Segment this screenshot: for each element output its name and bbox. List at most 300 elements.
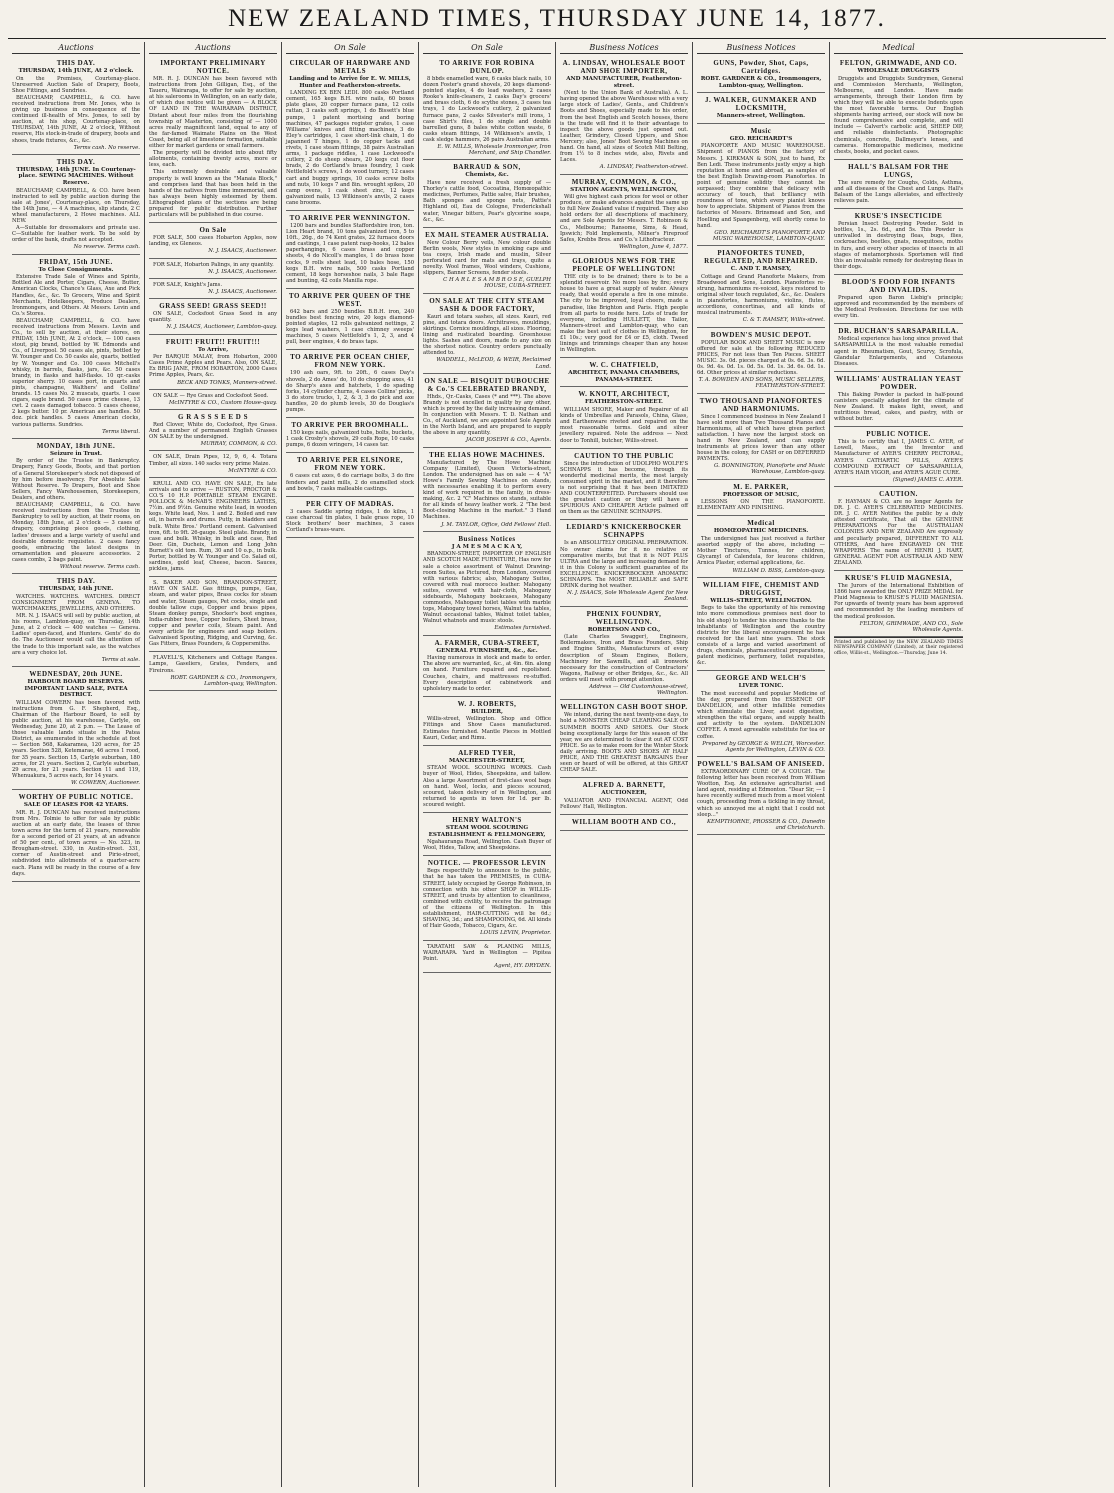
ad-body (423, 716, 551, 740)
ad-title: MONDAY, 18th JUNE. (36, 441, 116, 450)
ad-subtitle: Seizure in Trust. (49, 450, 102, 457)
ad-signature: LOUIS LEVIN, Proprietor. (480, 930, 551, 937)
ad-paragraph: The property will be divided into about fifty allotments, containing twenty acres, more or less, each. (149, 150, 277, 169)
ad-title: W. KNOTT, ARCHITECT, (578, 390, 670, 399)
advertisement (286, 211, 414, 289)
ad-signature: Prepared by GEORGE & WELCH, Worcester. Agents for Wellington, LEVIN & CO. (702, 740, 825, 753)
ad-paragraph: 8 bbds enamelled ware, 6 casks black nails, 10 dozen Foster's grand shovels, 20 kegs diamond-pointed staples, 4 do lead washers, 2 cases Rooke's knife-cleaners, 2 casks Day's grocers' and brass cloth, 6 do scythe stones, 3 cases tea trays, 1 do Lockwood's cutlery, 2 galvanized furnace pans, 2 casks Silvester's mill irons, 1 case Shirt's files, 1 do single and double barrelled guns, 8 bales white cotton waste, 6 casks steam fittings, 14 Wilkinson's anvils, 1 cask sledge hammers, 26 pairs Australian arms. (423, 76, 551, 143)
advertisement (697, 93, 825, 124)
ad-signature: WILLIAM D. BISS, Lambton-quay. (732, 567, 825, 574)
ad-title: GLORIOUS NEWS FOR THE PEOPLE OF WELLINGTON! (572, 257, 676, 274)
ad-paragraph: Since the introduction of UDOLPHO WOLFE'S SCHNAPPS it has become, through its wonderful medicinal merits, the most largely consumed spirit in the market, and it therefore is not surprising that it has been IMITATED AND COUNTERFEITED. Purchasers should use the greatest caution or they will have a SPURIOUS AND CHEAPER Article palmed off on them as the GENUINE SCHNAPPS. (560, 460, 688, 516)
ad-title: GEORGE AND WELCH'S (715, 674, 807, 683)
ad-signature: C. & T. RAMSEY, Willis-street. (742, 317, 825, 324)
ad-paragraph: Having numerous in stock and made to order. The above are warranted, &c., at 4in. 6in. along on hand. Furniture repaired and repolished. Couches, chairs, and mattresses re-stuffed. Every description of cabinetwork and upholstery made to order. (423, 655, 551, 692)
ad-title: TO ARRIVE PER ELSINORE, FROM NEW YORK. (297, 456, 403, 473)
ad-body (834, 583, 963, 620)
ad-body (560, 634, 688, 683)
ad-paragraph: ON SALE, Drain Pipes, 12, 9, 6, 4. Totara Timber, all sizes. 140 sacks very prime Maize. (149, 454, 277, 467)
advertisement (12, 667, 140, 790)
ad-body (423, 394, 551, 437)
advertisement (834, 160, 963, 209)
ad-signature: Agent, HY. DRYDEN. (494, 962, 551, 969)
advertisement (423, 697, 551, 746)
advertisement (423, 532, 551, 636)
ad-subtitle: STATION AGENTS, WELLINGTON, (570, 186, 678, 193)
ad-signature: MURRAY, COMMON, & CO. (200, 441, 277, 448)
ad-subtitle: ROBT. GARDNER & CO., Ironmongers, Lambton-quay, Wellington. (700, 76, 822, 89)
ad-title: IMPORTANT PRELIMINARY NOTICE. (160, 59, 266, 75)
column-6 (693, 42, 830, 1487)
ad-paragraph: ON SALE — Rye Grass and Cocksfoot Seed. (153, 392, 269, 399)
ad-signature: Without reserve. Terms cash. (59, 563, 140, 570)
ad-paragraph: Is an ABSOLUTELY ORIGINAL PREPARATION. No owner claims for it no relative or comparative merits, but that it is NOT PLUS ULTRA and the large and increasing demand for it in this Colony is sufficient guarantee of its EXCELLENCE. KNICKERBOCKER AROMATIC SCHNAPPS. The MOST RELIABLE and SAFE DRINK during hot weather. (560, 540, 688, 590)
ad-signature: Estimates furnished. (494, 625, 551, 632)
advertisement (12, 56, 140, 155)
ad-paragraph: Prepared upon Baron Liebig's principle; approved and recommended by the members of the Medical Profession. Directions for use with every tin. (834, 294, 963, 320)
ad-title: THE ELIAS HOWE MACHINES. (429, 450, 545, 459)
ad-paragraph: The sure remedy for Coughs, Colds, Asthma, and all diseases of the Chest and Lungs. Hall's Balsam of the Lungs alleviates, and effectively relieves pain. (834, 179, 963, 205)
ad-subtitle: BUILDER, (471, 708, 503, 715)
ad-title: BLOOD'S FOOD FOR INFANTS AND INVALIDS. (841, 277, 956, 294)
advertisement (423, 374, 551, 448)
ad-body (149, 76, 277, 218)
ad-title: TO ARRIVE PER BROOMHALL. (291, 421, 409, 430)
ad-paragraph: Druggists and Druggists Sundrymen, General and Commission Merchants, Wellington, Melbourne, and London. Have made arrangements, through their London firm by which they will be able to execute Indents upon the most favorable terms. Our English shipments having arrived, our stock will now be found comprehensive and complete, and will include — Calvert's carbolic acid, SHEEP DIP, and reliable disinfectants. Photographic chemicals, concrete, Dallmeyer's lenses, and cameras. Homœopathic medicines, medicine chests, books, and pocket cases. (834, 75, 963, 155)
advertisement (560, 778, 688, 815)
ad-title: THIS DAY. (56, 577, 96, 586)
column-heading: Business Notices (560, 42, 688, 54)
column-heading: Auctions (12, 42, 140, 54)
column-heading: Auctions (149, 42, 277, 54)
ad-signature: No reserve. Terms cash. (73, 244, 140, 251)
ad-signature: Terms cash. No reserve. (73, 144, 140, 151)
ad-body (286, 370, 414, 413)
ad-title: Medical (747, 519, 775, 528)
advertisement (423, 160, 551, 227)
advertisement (149, 223, 277, 258)
ad-subtitle: GEO. REICHARDT'S (729, 135, 793, 142)
ad-signature: Terms liberal. (102, 428, 140, 435)
advertisement (560, 387, 688, 448)
ad-paragraph: WILLIAM COWERN has been favored with instructions from G. F. Shepherd, Esq., Chairman of the Harbour Board, to sell by public auction, at his warehouse, Carlyle, on Wednesday, June 20, at 2 p.m. — The Lease of those valuable lands situate in the Patea District, as enumerated in the schedule at foot — Section 568, Kakaramea, 120 acres, for 25 years. Section 528, Ketemarae, 46 acres 1 rood, for 35 years. Section 15, Carlyle suburban, 180 acres, for 21 years. Section 2, Carlyle suburban, 29 acres, for 21 years. Section 11 and 119, Whenuakura, 5 acres each, for 14 years. (12, 699, 140, 779)
advertisement (149, 335, 277, 390)
ad-paragraph: MR. N. J. ISAACS will sell by public auction, at his rooms, Lambton-quay, on Thursday, 14th June, at 2 o'clock — 400 watches — Geneva. Ladies' open-faced, and Hunters. Gents' do do do. The Auctioneer would call the attention of the trade to this important sale, as the watches are a very choice lot. (12, 613, 140, 656)
ad-body (560, 712, 688, 773)
ad-paragraph: Cottage and Grand Pianoforte Makers, from Broadwood and Sons, London. Pianofortes re-strung, harmoniums re-voiced, keys restored to original silver touch regulated, &c., &c. Dealers in pianofortes, harmoniums, violins, flutes, accordions, concertinas, and all kinds of musical instruments. (697, 273, 825, 317)
ad-paragraph: (Late Charles Swagger), Engineers, Boilermakers, Iron and Brass Founders, Ship and Engine Smiths, Manufacturers of every description of Steam Engines, Boilers, Machinery for Sawmills, and all ironwork necessary for the construction of Contractors' Wagons, Railway or other Bridges, &c., &c. All orders will meet with prompt attention. (560, 634, 688, 683)
ad-body (286, 223, 414, 284)
ad-body (834, 392, 963, 422)
ad-signature: WADDELL, McLEOD, & WEIR, Reclaimed Land. (436, 357, 551, 370)
ad-paragraph: By order of the Trustee in Bankruptcy. Drapery, Fancy Goods, Boots, and that portion of a General Storekeeper's stock not disposed of by him before insolvency. For Absolute Sale Without Reserve. To Drapers, Boot and Shoe Sellers, Fancy Warehousemen, Storekeepers, Dealers, and others. (12, 458, 140, 501)
advertisement (149, 652, 277, 691)
ad-title: J. WALKER, GUNMAKER AND LOCKSMITH, (705, 96, 817, 113)
ad-subtitle: To Close Consignments. (38, 266, 114, 273)
ad-title: W. C. CHATFIELD, (589, 361, 659, 370)
ad-paragraph: THE city is to be drained; there is to be a splendid reservoir. No more loss by fire; every house to have a great supply of water. Always ready, that would operate a fire in one minute. The city to be improved, loyal cheers, made a paradise, like Brighton and Paris. High people from all parts to reside here. Lots of trade for everyone, including HULLETT, the Tailor, Manners-street and Lambton-quay, who can make the best suit of clothes in Wellington, for £1 10s.; very good for £4 or £5, cloth. Tweed linings and trimmings cheaper than any house in Wellington. (560, 274, 688, 354)
advertisement (560, 449, 688, 521)
ad-signature: ROBT. GARDNER & CO., Ironmongers, Lambton-quay, Wellington. (170, 674, 277, 687)
ad-subtitle: THURSDAY, 14th JUNE, At 2 o'clock. (18, 68, 134, 74)
ad-paragraph: Willis-street, Wellington. Shop and Office Fittings and Show Cases manufactured. Estimates furnished. Mantle Pieces in Mottled Kauri, Cedar, and Rimu. (423, 716, 551, 741)
ad-body (423, 868, 551, 929)
ad-title: WILLIAM BOOTH AND CO., (571, 818, 677, 827)
advertisement (286, 418, 414, 453)
advertisement (423, 294, 551, 374)
ad-paragraph: LESSONS ON THE PIANOFORTE. ELEMENTARY AND FINISHING. (697, 499, 825, 512)
ad-paragraph: On the Premises, Courtenay-place. Unreserved Auction Sale of Drapery, Boots, Shoe Fittings, and Sundries. (12, 75, 140, 94)
ad-title: THIS DAY. (56, 157, 96, 166)
ad-title: FELTON, GRIMWADE, AND CO. (839, 59, 958, 67)
ad-body (697, 605, 825, 666)
ad-body (149, 481, 277, 572)
ad-signature: JACOB JOSEPH & CO., Agents. (465, 437, 551, 444)
ad-body (286, 90, 414, 206)
ad-title: PHŒNIX FOUNDRY, WELLINGTON. (586, 609, 662, 626)
column-heading: Business Notices (697, 42, 825, 54)
ad-body (423, 240, 551, 277)
ad-paragraph: POPULAR BOOK AND SHEET MUSIC is now offered for sale at the following REDUCED PRICES, For not less than Ten Pieces. SHEET MUSIC. 3s. 0d. pieces charged at 0s. 6d. 3s. 6d. 0s. 9d. 4s. 0d. 1s. 0d. 5s. 0d. 1s. 3d. 6s. 0d. 1s. 6d. Other prices at similar reductions. (697, 339, 825, 377)
ad-body (149, 262, 277, 268)
ad-subtitle: SALE OF LEASES FOR 42 YEARS. (23, 802, 129, 809)
column-2 (145, 42, 282, 1487)
ad-signature: Address — Old Customhouse-street, Wellington. (589, 683, 688, 697)
ad-title: PER CITY OF MADRAS. (306, 499, 394, 508)
advertisement (149, 410, 277, 451)
ad-body (834, 221, 963, 270)
ad-paragraph: Begs to take the opportunity of his removing into more commodious premises next door to his old shop) to tender his sincere thanks to the inhabitants of Wellington and the country districts for the liberal encouragement he has received for the last nine years. The stock consists of a large and varied assortment of drugs, chemicals, pharmaceutical preparations, patent medicines, perfumery, toilet requisites, &c. (697, 605, 825, 667)
ad-paragraph: ON SALE, Cocksfoot Grass Seed in any quantity. (149, 311, 277, 324)
advertisement (286, 350, 414, 418)
ad-paragraph: Ngahauranga Road, Wellington. Cash Buyer of Wool, Hides, Tallow, and Sheepskins. (423, 839, 551, 852)
ad-body (697, 536, 825, 566)
ad-body (149, 393, 277, 399)
ad-body (286, 509, 414, 533)
ad-title: PUBLIC NOTICE. (866, 430, 931, 439)
advertisement (149, 279, 277, 299)
ad-signature: N. J. ISAACS, Sole Wholesale Agent for New Zealand. (567, 590, 688, 603)
ad-subtitle: THURSDAY, 14th JUNE. In Courtenay-place. SEWING MACHINES. Without Reserve. (16, 166, 136, 187)
ad-signature: BECK AND TONKS, Manners-street. (177, 379, 277, 386)
ad-paragraph: S. BAKER AND SON, BRANDON-STREET, HAVE ON SALE. Gas fittings, pumps, Gas, steam, and water pipes, Brass cocks for steam and water, Steam gauges, Pet cocks, single and double tallow cups, Copper and brass pipes, Steam donkey pumps, Shocker's boot engines, India-rubber hose, Copper boilers, Sheet brass, copper and pewter coils, Steam paint. And every article for engineers and soap boilers. Galvanised Spouting, Ridging, and Curving, &c. Gas Fitters, Brass Founders, & Coppersmiths. (149, 580, 277, 648)
ad-body (423, 76, 551, 143)
ad-body (149, 655, 277, 673)
ad-signature: N. J. ISAACS, Auctioneer, Lambton-quay. (166, 324, 277, 331)
advertisement (560, 358, 688, 387)
ad-paragraph: A—Suitable for dressmakers and private use. C—Suitable for leather work. To be sold by order of the bank, drafts not accepted. (12, 225, 140, 244)
advertisement (834, 571, 963, 637)
ad-body (697, 274, 825, 317)
ad-body (12, 76, 140, 144)
ad-body (834, 336, 963, 366)
advertisement (286, 56, 414, 211)
advertisement (560, 607, 688, 701)
advertisement (12, 255, 140, 439)
ad-title: W. J. ROBERTS, (457, 699, 517, 708)
ad-subtitle: STEAM WOOL SCOURING ESTABLISHMENT & FELLMONGERY, (428, 825, 546, 838)
column-5 (556, 42, 693, 1487)
ad-title: WILLIAM FIFE, CHEMIST AND DRUGGIST, (702, 580, 820, 597)
ad-paragraph: Extensive Trade Sale of Wines and Spirits, Bottled Ale and Porter, Cigars, Cheese, Butter, American Clocks, Chance's Glass, Axe and Pick Handles, &c., &c. To Grocers, Wine and Spirit Merchants, Hotelkeepers, Produce Dealers, Ironmongers, and Others. At Messrs. Levin and Co.'s Stores. (12, 274, 140, 317)
ad-title: THIS DAY. (56, 59, 96, 67)
ad-signature: McINTYRE & CO. (228, 467, 277, 474)
ad-paragraph: FLAVELL'S, Kitcheners and Cottage Ranges. Lamps, Gaseliers, Grates, Fenders, and Fireirons. (149, 655, 277, 674)
ad-paragraph: BEAUCHAMP, CAMPBELL, & CO. have received instructions from Mr. Jones, who is giving up business in consequence of the continued ill-health of Mrs. Jones, to sell by auction, at his shop, Courtenay-place, on THURSDAY, 14th JUNE, At 2 o'clock, Without reserve, His stock-in-trade of drapery, boots and shoes, trade fixtures, &c., &c. (12, 94, 140, 144)
advertisement (560, 520, 688, 606)
ad-signature: Terms at sale. (101, 656, 140, 663)
advertisement (149, 478, 277, 577)
ad-paragraph: 150 kegs nails, galvanized tubs, bolts, buckets, 1 cask Crosby's shovels, 29 coils Rope, 10 casks pumps, 6 dozen wringers, 14 cases tar. (286, 430, 415, 449)
ad-title: WORTHY OF PUBLIC NOTICE. (18, 793, 134, 802)
ad-paragraph: FOR SALE, 500 cases Hobarton Apples, now landing, ex Gleneos. (149, 235, 277, 248)
ad-paragraph: Medical experience has long since proved that SARSAPARILLA is the most valuable remedial agent in Rheumatism, Gout, Scurvy, Scrofula, Glandular Enlargements, and Cutaneous Diseases. (834, 336, 963, 367)
ad-paragraph: (Next to the Union Bank of Australia). A. L. having opened the above Warehouse with a very large stock of Ladies', Gents., and Children's Boots and Shoes, especially made to his order, from the best English and Scotch houses, there is the trade will find it to their advantage to inspect the above goods just opened out. Leather, Grindery, Closed Uppers, and Shoe Mercery; also, Jones' Boot Sewing Machines on hand. On hand, all sizes of Scotch Mill Belting, from 1½ to 8 inches wide, also, Rivets and Laces. (560, 90, 688, 164)
imprint-footer: Printed and published by the NEW ZEALAND TIMES NEWSPAPER COMPANY (Limited), at their registered office, Willis-st., Wellington.—Thursday, June 14. (834, 637, 963, 656)
ad-body (149, 580, 277, 647)
ad-body (12, 188, 140, 244)
ad-paragraph: The most successful and popular Medicine of the day, prepared from the ESSENCE OF DANDELION, and other infallible remedies which stimulate the Liver, assist digestion, strengthen the vital organs, and supply health and activity to the system. DANDELION COFFEE. A most agreeable substitute for tea or coffee. (697, 690, 825, 740)
advertisement (834, 427, 963, 487)
columns (8, 42, 1106, 1487)
ad-signature: N. J. ISAACS, Auctioneer. (208, 288, 277, 295)
ad-subtitle: HOMŒOPATHIC MEDICINES. (713, 528, 809, 535)
ad-paragraph: BRANDON-STREET, IMPORTER OF ENGLISH AND SCOTCH MADE FURNITURE, Has now for sale a choice assortment of Walnut Drawing-room Suites, as Pictured, from London, covered with various fabrics; also, Mahogany Suites, covered with real morocco leather. Mahogany suites, covered with hair-cloth, Mahogany sideboards, Mahogany bookcases, Mahogany commodes, Mahogany toilet tables with marble tops, Mahogany towel horses, Walnut tea tables, Walnut occasional tables, Walnut toilet tables, Walnut whatnots and music stools. (423, 551, 551, 625)
ad-body (149, 235, 277, 247)
ad-body (560, 461, 688, 516)
ad-signature: FELTON, GRIMWADE, AND CO., Sole Wholesale Agents. (859, 620, 963, 633)
column-1 (8, 42, 145, 1487)
ad-paragraph: New Colour Berry veils, New colour double Berlin wools, New styles in smoking caps and tea cosys, Irish made and muslin, Silver perforated card for mats and trays, quite a novelty. Wool frames, Wool winders, Cushions, slippers, Banner Screens, fender stools. (423, 239, 551, 277)
ad-body (834, 76, 963, 155)
ad-title: TO ARRIVE FOR ROBINA DUNLOP. (439, 59, 535, 75)
ad-title: MURRAY, COMMON, & CO., (571, 177, 677, 186)
ad-paragraph: FOR SALE, Knight's Jams. (153, 281, 222, 288)
ad-signature: E. W. MILLS, Wholesale Ironmonger, Iron Merchant, and Ship Chandler. (437, 144, 551, 157)
ad-paragraph: The Jurors of the International Exhibition of 1866 have awarded the ONLY PRIZE MEDAL for Fluid Magnesia to KRUSE'S FLUID MAGNESIA. For upwards of twenty years has been approved and recommended by the leading members of the medical profession. (834, 583, 963, 620)
ad-signature: KEMPTHORNE, PROSSER & CO., Dunedin and Christchurch. (706, 818, 825, 831)
ad-paragraph: STEAM WOOL SCOURING WORKS. Cash buyer of Wool, Hides, Sheepskins, and tallow. Also a large Assortment of first-class wool bags on hand. Wool, locks, and pieces scoured, scoured, taken delivery of in Wellington, and returned to agents in town for 1d. per lb. scoured weight. (423, 765, 551, 808)
ad-paragraph: Manufactured by The Howe Machine Company (Limited), Queen Victoria-street, London. The undersigned has on sale — 4 "A" Howe's Family Sewing Machines on stands, with necessaries enabling it to perform every kind of work required in the family, in dress-making, &c. 2 "C" Machines on stands, suitable for all kinds of heavy leather work. 2 "The best Boot-closing Machine in the market." 3 Hand Machines. (423, 459, 551, 521)
ad-signature: GEO. REICHARDT'S PIANOFORTE AND MUSIC WAREHOUSE, LAMBTON-QUAY. (712, 229, 825, 242)
ad-body (149, 422, 277, 440)
ad-signature: A. LINDSAY, Featherston-street. (599, 164, 688, 171)
ad-paragraph: Have now received a fresh supply of — Thorley's cattle food, Cocoatina, Homœopathic medicines, Perfumes, Pattie salve, Hair brushes, Bath sponges and sponge nets, Pattie's Highland oil, Eau de Cologne, Frederickshall water, Vinegar bitters, Pear's glycerine soaps, &c., &c. (423, 180, 551, 223)
ad-paragraph: Kauri and totara sashes, all sizes. Kauri, red pine, and totara doors. Architraves, mouldings, skirtings. Cornice mouldings, all sizes. Flooring, lining and rusticated boarding. Greenhouse lights. Sashes and doors, made to any size on the shortest notice. Country orders punctually attended to. (423, 313, 551, 357)
ad-subtitle: ARCHITECT, PANAMA CHAMBERS, PANAMA-STREET. (568, 370, 680, 383)
ad-title: CAUTION. (879, 490, 918, 499)
ad-paragraph: FOR SALE, Hobarton Palings, in any quantity. (153, 261, 274, 268)
ad-body (697, 143, 825, 228)
column-4 (419, 42, 556, 1487)
masthead: NEW ZEALAND TIMES, THURSDAY JUNE 14, 1877. (228, 5, 886, 32)
advertisement (560, 815, 688, 831)
advertisement (286, 453, 414, 496)
ad-body (12, 810, 140, 877)
advertisement (834, 372, 963, 427)
ad-body (423, 460, 551, 521)
ad-paragraph: 642 bars and 250 bundles B.B.H. iron, 240 bundles best fencing wire, 20 kegs diamond-pointed staples, 12 rolls galvanized nettings, 2 kegs lead washers, 1 case chimney sweeps' machines, 5 cases Nettlefold's 1, 2, 3, and 4 pull, beer engines, 4 do brass taps. (286, 308, 414, 346)
advertisement (697, 516, 825, 577)
advertisement (423, 856, 551, 940)
ad-body (560, 194, 688, 243)
ad-paragraph: WATCHES. WATCHES. WATCHES. DIRECT CONSIGNMENT FROM GENEVA. TO WATCHMAKERS, JEWELLERS, AND OTHERS. (12, 593, 140, 612)
advertisement (697, 56, 825, 93)
advertisement (423, 448, 551, 532)
ad-paragraph: 3 cases Saddle spring ridges, 1 do kilns, 1 case charcoal tin plates, 1 bale grass rope, 10 Stock brothers' beer machines, 3 cases Cortland's brass-ware. (286, 508, 414, 533)
column-heading: On Sale (286, 42, 414, 54)
ad-subtitle: C. AND T. RAMSEY, (730, 266, 792, 273)
ad-paragraph: We intend, during the next twenty-one days, to hold a MONSTER CHEAP CLEARING SALE OF SUMMER BOOTS AND SHOES. Our Stock being exceptionally large for this season of the year, we are determined to clear it out AT COST PRICE. So as to make room for the Winter Stock daily arriving. BOOTS AND SHOES AT HALF PRICE, AND THE GREATEST BARGAINS Ever seen or heard of will be offered, at this GREAT CHEAP SALE. (560, 712, 688, 774)
ad-paragraph: MR. R. J. DUNCAN has received instructions from Mrs. Tolmie to offer for sale by public auction at an early date, the leases of three town acres for the term of 21 years, renewable for a second period of 21 years, at an advance of 50 per cent., of town acres — No. 323, in Brougham-street. 330, in Austin-street. 331, corner of Austin-street and Pirie-street, subdivided into allotments of a quarter-acre each. Plans will be ready in the course of a few days. (12, 809, 140, 877)
ad-title: HENRY WALTON'S (452, 816, 522, 825)
ad-body (12, 274, 140, 427)
ad-paragraph: Begs respectfully to announce to the public, that he has taken the PREMISES, in CUBA-STREET, lately occupied by George Robinson, in connection with his other SHOP in WILLIS-STREET, and trusts by attention to cleanliness, combined with civility, to receive the patronage of the citizens of Wellington. In this establishment, HAIR-CUTTING will be 6d.; SHAVING, 3d.; and SHAMPOOING, 6d. All kinds of Hair Goods, Tobacco, Cigars, &c. (423, 868, 551, 930)
ad-subtitle: MANCHESTER-STREET, (449, 757, 525, 764)
advertisement (12, 155, 140, 255)
ad-title: POWELL'S BALSAM OF ANISEED. (697, 760, 825, 768)
ad-body (12, 700, 140, 779)
ad-paragraph: BEAUCHAMP, CAMPBELL, & CO. have received instructions from Messrs. Levin and Co., to sell by auction, at their stores, on FRIDAY, 15th JUNE, At 2 o'clock, — 100 cases stout, pig brand, bottled by W. Edmonds and Co., of Liverpool. 50 cases ale, pints, bottled by W. Younger and Co. 50 casks ale, quarts, bottled by W. Younger and Co. 100 cases Mitchell's whisky, in barrels, flasks, jars, &c. 50 cases brandy, in flasks and half-flasks. 10 qr.-casks superior sherry. 10 cases port, in quarts and pints, champagne, Walthers' and Collins' brands. 15 cases No. 2 muscats, quarts. 1 case cigars, eagle brand. 50 cases prime cheese, 13 cwt. 2 cases damaged tobacco. 5 cases cheese, 2 kegs butter. 10 pr. American axe handles. 50 doz. pick handles. 5 cases American clocks, various patterns. Sundries. (12, 317, 140, 428)
ad-signature: N. J. ISAACS, Auctioneer. (208, 248, 277, 255)
ad-subtitle: GENERAL FURNISHER, &c., &c. (436, 647, 538, 654)
ad-title: KRUSE'S INSECTICIDE (854, 212, 943, 221)
ad-paragraph: MR. R. J. DUNCAN has been favored with instructions from John Gilligan, Esq., of the Taueru, Wairarapa, to offer for sale by auction, at his salerooms in Wellington, on an early date, of which due notice will be given — A BLOCK OF LAND IN THE WAIRARAPA DISTRICT, Distant about four miles from the flourishing township of Masterton, consisting of — 1000 acres really magnificent land, equal to any of the far-famed Waimate Plains on the West Coast, being all of limestone formation, suitable either for market gardens or small farmers. (149, 76, 277, 150)
ad-body (149, 311, 277, 323)
ad-title: BOWDEN'S MUSIC DEPOT. (710, 330, 812, 339)
ad-title: CAUTION TO THE PUBLIC (574, 451, 674, 460)
ad-title: KRUSE'S FLUID MAGNESIA, (845, 574, 952, 583)
ad-title: LEDIARD'S KNICKERBOCKER SCHNAPPS (566, 523, 682, 540)
ad-paragraph: LANDING EX BEN LEDI. 800 casks Portland cement, 165 kegs B.H. wire nails, 60 boxes plate glass, 20 copper furnace pans, 12 coils rattan, 3 casks soft springs, 1 do Bissett's blue pumps, 1 patent mortising and boring machines, 47 packages register grates, 1 case Williams' knives and fitting machines, 3 do Eley's cartridges, 1 case short-link chain, 1 do japanned T hinges, 1 do copper tacks and rivets, 1 case steam fittings, 38 pairs Australian arms, 1 package riddles, 1 case Lockwood's cutlery, 2 do sheep shears, 20 kegs cut floor brads, 2 do Cortland's brass foundry, 1 cask Nettlefold's screws, 1 do wood turnery, 12 cases cart and buggy springs, 10 casks screw bolts and nuts, 10 kegs 7 and 8in. wrought spikes, 20 camp ovens, 1 cask sheet zinc, 12 kegs galvanized nails, 13 Wilkinson's anvils, 2 cases cane brooms. (286, 90, 414, 206)
ad-signature: McINTYRE & CO., Custom House-quay. (168, 399, 277, 406)
ad-subtitle: THURSDAY, 14th JUNE. (38, 586, 114, 593)
ad-title: ON SALE AT THE CITY STEAM SASH & DOOR FACTORY, (429, 296, 545, 313)
advertisement (12, 790, 140, 882)
ad-body (560, 90, 688, 163)
advertisement (12, 439, 140, 574)
ad-subtitle: Manners-street, Wellington. (716, 113, 806, 120)
ad-subtitle: To Arrive, (197, 346, 229, 353)
column-7 (830, 42, 967, 1487)
advertisement (12, 574, 140, 667)
ad-body (560, 540, 688, 589)
ad-paragraph: 6 cases cut axes, 6 do carriage bolts, 3 do fire fenders and paint mills, 2 do enamelled stock and bowls, 7 casks malleable castings. (286, 473, 414, 492)
ad-paragraph: This is to certify that I, JAMES C. AYER, of Lowell, Mass., am the Inventor and Manufacturer of AYER'S CHERRY PECTORAL, AYER'S CATHARTIC PILLS, AYER'S COMPOUND EXTRACT OF SARSAPARILLA, AYER'S HAIR VIGOR, and AYER'S AGUE CURE. (834, 439, 963, 476)
ad-paragraph: TARATAHI SAW & PLANING MILLS, WAIRARAPA. Yard in Wellington — Pipitea Point. (423, 943, 551, 962)
ad-paragraph: PIANOFORTE AND MUSIC WAREHOUSE. Shipment of PIANOS from the factory of Messrs. J. KIRKMAN & SON, just to hand, Ex Ben Ledi. These instruments justly enjoy a high reputation at home and abroad, as samples of the best English Drawing-room Pianofortes. In point of genuine solidity they cannot be surpassed; they combine that delicacy with accuracy of touch, that brilliancy with roundness of tone, which every pianist knows how to appreciate. Shipment of Pianos from the factories of Messrs. Brinsmead and Son, and Hoelling and Spangenberg, will shortly come to hand. (697, 143, 825, 229)
ad-title: BARRAUD & SON, (453, 163, 521, 172)
ad-title: NOTICE. — PROFESSOR LEVIN (427, 859, 547, 868)
advertisement (697, 394, 825, 480)
ad-body (697, 414, 825, 463)
ad-body (286, 309, 414, 346)
advertisement (560, 56, 688, 175)
ad-subtitle: LIVER TONIC. (738, 683, 784, 690)
ad-body (560, 798, 688, 810)
advertisement (697, 480, 825, 517)
ad-title: TWO THOUSAND PIANOFORTES AND HARMONIUMS. (699, 396, 823, 413)
advertisement (697, 578, 825, 672)
ad-paragraph: BEAUCHAMP, CAMPBELL, & CO. have been instructed to sell by public auction during the sale at Jones', Courtenay-place, on Thursday, the 14th June, — 4 A machines, slip stands, 2 C wheel manufacturers, 2 Howe machines. ALL NEW. (12, 187, 140, 225)
ad-title: DR. BUCHAN'S SARSAPARILLA. (838, 327, 959, 336)
advertisement (423, 636, 551, 697)
ad-title: GUNS, Powder, Shot, Caps, Cartridges. (713, 59, 809, 75)
ad-paragraph: KRULL AND CO. HAVE ON SALE, Ex late arrivals and to arrive — RUSTON, PROCTOR & CO.'S 10 H.P. PORTABLE STEAM ENGINE. POLLOCK & McNAB'S ENGINEERS LATHES, 7½in. and 9½in. Genuine white lead, in wooden kegs. White lead, Nos. 1 and 2. Boiled and raw oil, in barrels and drums. Putty, in bladders and bulk. White Bros.' Portland cement. Galvanised iron, 6ft. to 9ft. 26-gauge. Steel plate. Brandy, in case and bulk. Whisky, in bulk and case, Red Deer. Gin, Ducheix, Lemon and Long John Burnett's old tom. Rum, 30 and 10 o.p., in bulk. Porter, bottled by W. Younger and Co. Salad oil, sardines, gold leaf, Cheese, bacon. Sauces, pickles, jams. (149, 480, 277, 573)
ad-title: HALL'S BALSAM FOR THE LUNGS, (848, 162, 949, 179)
ad-body (12, 594, 140, 656)
ad-title: GRASS SEED! GRASS SEED!! (159, 302, 267, 311)
ad-title: FRUIT! FRUIT!! FRUIT!!! (165, 337, 261, 346)
ad-body (423, 314, 551, 357)
ad-body (834, 180, 963, 204)
ad-paragraph: Persian Insect Destroying Powder. Sold in bottles, 1s., 2s. 6d., and 5s. This Powder is unrivalled in destroying fleas, bugs, flies, cockroaches, beetles, gnats, mosquitoes, moths in furs, and every other species of insects in all stages of metamorphosis. Sportsmen will find this an invaluable remedy for destroying fleas in their dogs. (834, 221, 963, 270)
ad-paragraph: EXTRAORDINARY CURE OF A COUGH. The following letter has been received from William Wootton, Esq. An extensive agriculturist and land agent, residing at Edmonton. "Dear Sir, — I have recently suffered much from a most violent cough, proceeding from a tickling in my throat, which so annoyed me at night that I could not sleep..." (697, 769, 825, 818)
ad-title: ALFRED A. BARNETT, (582, 781, 666, 790)
ad-paragraph: Since I commenced business in New Zealand I have sold more than Two Thousand Pianos and Harmoniums, all of which have given perfect satisfaction. I have now the largest stock on hand in New Zealand, and can supply instruments at prices lower than any other house in the colony, for CASH or on DEFERRED PAYMENTS. (697, 413, 825, 463)
ad-body (423, 180, 551, 223)
ad-signature: G. BONNINGTON, Pianoforte and Music Warehouse, Lambton-quay. (714, 463, 825, 476)
ad-body (286, 430, 414, 448)
ad-body (697, 340, 825, 377)
ad-title: TO ARRIVE PER OCEAN CHIEF, FROM NEW YORK. (290, 353, 410, 370)
ad-title: WELLINGTON CASH BOOT SHOP. (560, 703, 688, 712)
ad-signature: Wellington, June 4, 1877. (619, 243, 688, 250)
ad-body (423, 839, 551, 851)
ad-body (834, 295, 963, 319)
advertisement (286, 289, 414, 351)
ad-title: A. LINDSAY, WHOLESALE BOOT AND SHOE IMPORTER, (562, 59, 686, 75)
ad-body (286, 473, 414, 491)
ad-body (423, 655, 551, 692)
ad-paragraph: Red Clover, White do, Cocksfoot, Rye Grass. And a number of permanent English Grasses ON SALE by the undersigned. (149, 422, 277, 441)
advertisement (149, 451, 277, 477)
advertisement (560, 700, 688, 778)
advertisement (834, 209, 963, 275)
ad-subtitle: Chemists, &c. (465, 172, 509, 179)
ad-paragraph: This Baking Powder is packed in half-pound canisters specially adapted for the climate of New Zealand. It makes light, sweet, and nutritious bread, cakes, and pastry, with or without butter. (834, 391, 963, 423)
ad-title: ALFRED TYER, (458, 748, 516, 757)
advertisement (697, 246, 825, 327)
ad-title: WEDNESDAY, 20th JUNE. (29, 669, 123, 678)
ad-body (697, 769, 825, 818)
ad-signature: W. COWERN, Auctioneer. (71, 779, 140, 786)
ad-subtitle: AUCTIONEER, (601, 790, 647, 797)
ad-body (423, 944, 551, 962)
ad-paragraph: Hhds., Qr.-Casks, Cases (* and ***). The above Brandy is not excelled in quality by any other, which is proved by the daily increasing demand. In conjunction with Messrs. T. D. Nathan and Co., of Auckland, we are appointed Sole Agents in the North Island, and are prepared to supply the above in any quantity. (423, 393, 551, 437)
advertisement (149, 299, 277, 334)
ad-paragraph: This extremely desirable and valuable property is well known as the "Manaia Block," and comprises land that has been held in the hands of the natives from time immemorial, and has always been highly esteemed by them. Lithographed plans of the sections are being prepared for public distribution. Further particulars will be published in due course. (149, 169, 277, 219)
ad-title: Music (750, 126, 772, 135)
ad-signature: C H A R L E S A M B R O S E, GUELPH HOUSE, CUBA-STREET. (443, 277, 551, 290)
ad-title: TO ARRIVE PER QUEEN OF THE WEST. (289, 291, 411, 308)
advertisement (286, 497, 414, 538)
ad-paragraph: 1200 bars and bundles Staffordshire iron, ton. Lion Heart brand, 10 tons galvanized iron, 5 to 10ft., 26g., do 74 Kent grates, 22 furnace doors and castings, 1 case patent rasp-hooks, 12 bales paperhangings, 6 cases brass and copper sheets, 4 do Nicoll's mangles, 1 do brass hose cocks, 9 rolls sheet lead, 10 bales hose, 150 kegs B.H. wire nails, 500 casks Portland cement, 18 kegs horseshoe nails, 3 bale Rage and bunting, 42 coils Manilla rope. (286, 222, 414, 284)
ad-body (423, 765, 551, 808)
ad-subtitle: FEATHERSTON-STREET. (585, 399, 663, 406)
ad-title: A. FARMER, CUBA-STREET, (434, 638, 540, 647)
ad-body (423, 551, 551, 624)
advertisement (423, 56, 551, 160)
advertisement (149, 259, 277, 279)
ad-body (834, 439, 963, 476)
ad-subtitle: WHOLESALE DRUGGISTS (857, 68, 940, 74)
advertisement (423, 228, 551, 294)
ad-title: On Sale (199, 226, 227, 235)
advertisement (423, 941, 551, 973)
advertisement (149, 56, 277, 223)
column-heading: Medical (834, 42, 963, 54)
